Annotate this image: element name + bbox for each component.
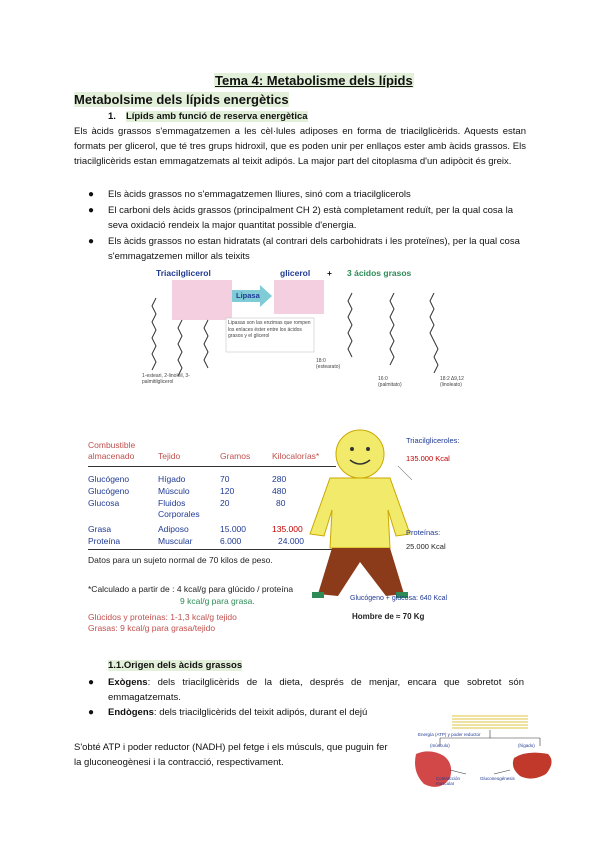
protein-tag: Proteínas: (406, 528, 441, 537)
table-cell: Glucógeno (88, 474, 130, 484)
acids-label: 3 ácidos grasos (347, 268, 412, 278)
contraction-label: Contracción muscular (436, 776, 461, 786)
table-cell: Glucógeno (88, 486, 130, 496)
table-cell: 480 (272, 486, 287, 496)
table-footnote: Datos para un sujeto normal de 70 kilos de peso. (88, 555, 273, 565)
list-item: ● Els àcids grassos no s'emmagatzemen lliures, sinó com a triacilglicerols (88, 189, 411, 200)
muscle-label: (músculo) (430, 743, 450, 748)
list-item: ● Els àcids grassos no estan hidratats (al contrari dels carbohidrats i les proteïnes), per la qual cosa s'emmagatzemen millor als teixits (88, 236, 520, 262)
human-body-figure (298, 424, 478, 624)
bullet-icon: ● (88, 236, 95, 247)
bullet-icon: ● (88, 677, 95, 688)
section-title: Metabolsime dels lípids energètics (74, 92, 289, 107)
bullet-icon: ● (88, 205, 95, 216)
list-item: ● Exògens: dels triacilglicèrids de la dieta, després de menjar, encara que sobretot són emmagatzemats. (88, 677, 524, 703)
table-cell: 24.000 (278, 536, 304, 546)
calc-note-line1: *Calculado a partir de : 4 kcal/g para glúcido / proteína (88, 584, 294, 594)
glicerol-label: glicerol (280, 268, 311, 278)
fats-note: Grasas: 9 kcal/g para grasa/tejido (88, 623, 216, 633)
table-cell: 6.000 (220, 536, 242, 546)
table-cell: Grasa (88, 524, 112, 534)
table-cell: 135.000 (272, 524, 303, 534)
table-cell: Hígado (158, 474, 186, 484)
table-header: Combustible almacenado (88, 440, 136, 461)
human-body-drawing (298, 424, 478, 624)
list-item: ● El carboni dels àcids grassos (principalment CH 2) està completament reduït, per la qual cosa la seva oxidació rendeix la major quantitat possible d'energia. (88, 205, 513, 231)
triacil-label: Triacilglicerol (156, 268, 211, 278)
table-cell: Glucosa (88, 498, 120, 508)
protein-value: 25.000 Kcal (406, 542, 446, 551)
table-cell: 280 (272, 474, 287, 484)
energy-label: Energía (ATP) y poder reductor (418, 732, 481, 737)
organs-figure (410, 712, 560, 792)
lipasa-label: Lipasa (236, 291, 260, 300)
subsection2-heading (108, 660, 242, 671)
calc-note-line2: 9 kcal/g para grasa. (180, 596, 255, 606)
glucogen-tag: Glucógeno + glucosa: 640 Kcal (350, 595, 448, 602)
molecule-caption: 1-esteari, 2-linoleil, 3-palmitilglicerol (142, 373, 190, 385)
lipasa-note: Lipasas son las enzimas que rompen los enlaces éster entre los ácidos grasos y el glicerol (228, 320, 311, 339)
table-cell: Músculo (158, 486, 190, 496)
table-cell: Muscular (158, 536, 193, 546)
acid3-caption: 18:2 Δ9,12 (linoleato) (440, 376, 464, 388)
subsection2-title: 1.1.Origen dels àcids grassos (108, 660, 243, 671)
plus-sign: + (327, 268, 332, 278)
triacylglycerol-figure (142, 268, 482, 393)
intro-paragraph: Els àcids grassos s'emmagatzemen a les cèl·lules adiposes en forma de triacilglicèrids. Aquests estan formats per glicerol, que té tres grups hidroxil, que es poden unir per enllaços ester amb àcids grassos. Els triacilglicèrids estan emmagatzemats al teixit adipós. La major part del citoplasma d'un adipòcit és greix. (74, 126, 526, 167)
table-cell: 15.000 (220, 524, 246, 534)
table-header: Tejido (158, 451, 181, 461)
closing-paragraph: S'obté ATP i poder reductor (NADH) pel fetge i els músculs, que puguin fer la gluconeogènesi i la contracció, respectivament. (74, 742, 388, 768)
subsection-heading (108, 111, 308, 122)
table-cell: Fluidos Corporales (158, 498, 200, 519)
table-cell: 20 (220, 498, 230, 508)
table-cell: Proteína (88, 536, 121, 546)
gluconeogenesis-label: Gluconeogénesis (480, 776, 515, 781)
acid1-caption: 18:0 (estearato) (316, 358, 341, 370)
table-header: Gramos (220, 451, 251, 461)
bullet-icon: ● (88, 707, 95, 718)
bullet-icon: ● (88, 189, 95, 200)
table-header: Kilocalorías* (272, 451, 320, 461)
triacil-tag: Triacilgliceroles: (406, 436, 460, 445)
table-cell: 80 (276, 498, 286, 508)
liver-label: (hígado) (518, 743, 535, 748)
glucids-proteins-note: Glúcidos y proteínas: 1-1,3 kcal/g tejido (88, 612, 237, 622)
subsection-number: 1. (108, 111, 116, 122)
list-item: ● Endògens: dels triacilglicèrids del teixit adipós, durant el dejú (88, 707, 368, 718)
man-caption: Hombre de ≈ 70 Kg (352, 612, 425, 621)
table-cell: Adiposo (158, 524, 189, 534)
table-cell: 70 (220, 474, 230, 484)
table-cell: 120 (220, 486, 235, 496)
page-title: Tema 4: Metabolisme dels lípids (215, 73, 413, 88)
acid2-caption: 16:0 (palmitato) (378, 376, 402, 388)
triacil-value: 135.000 Kcal (406, 454, 450, 463)
subsection-title: Lípids amb funció de reserva energètica (125, 111, 308, 122)
